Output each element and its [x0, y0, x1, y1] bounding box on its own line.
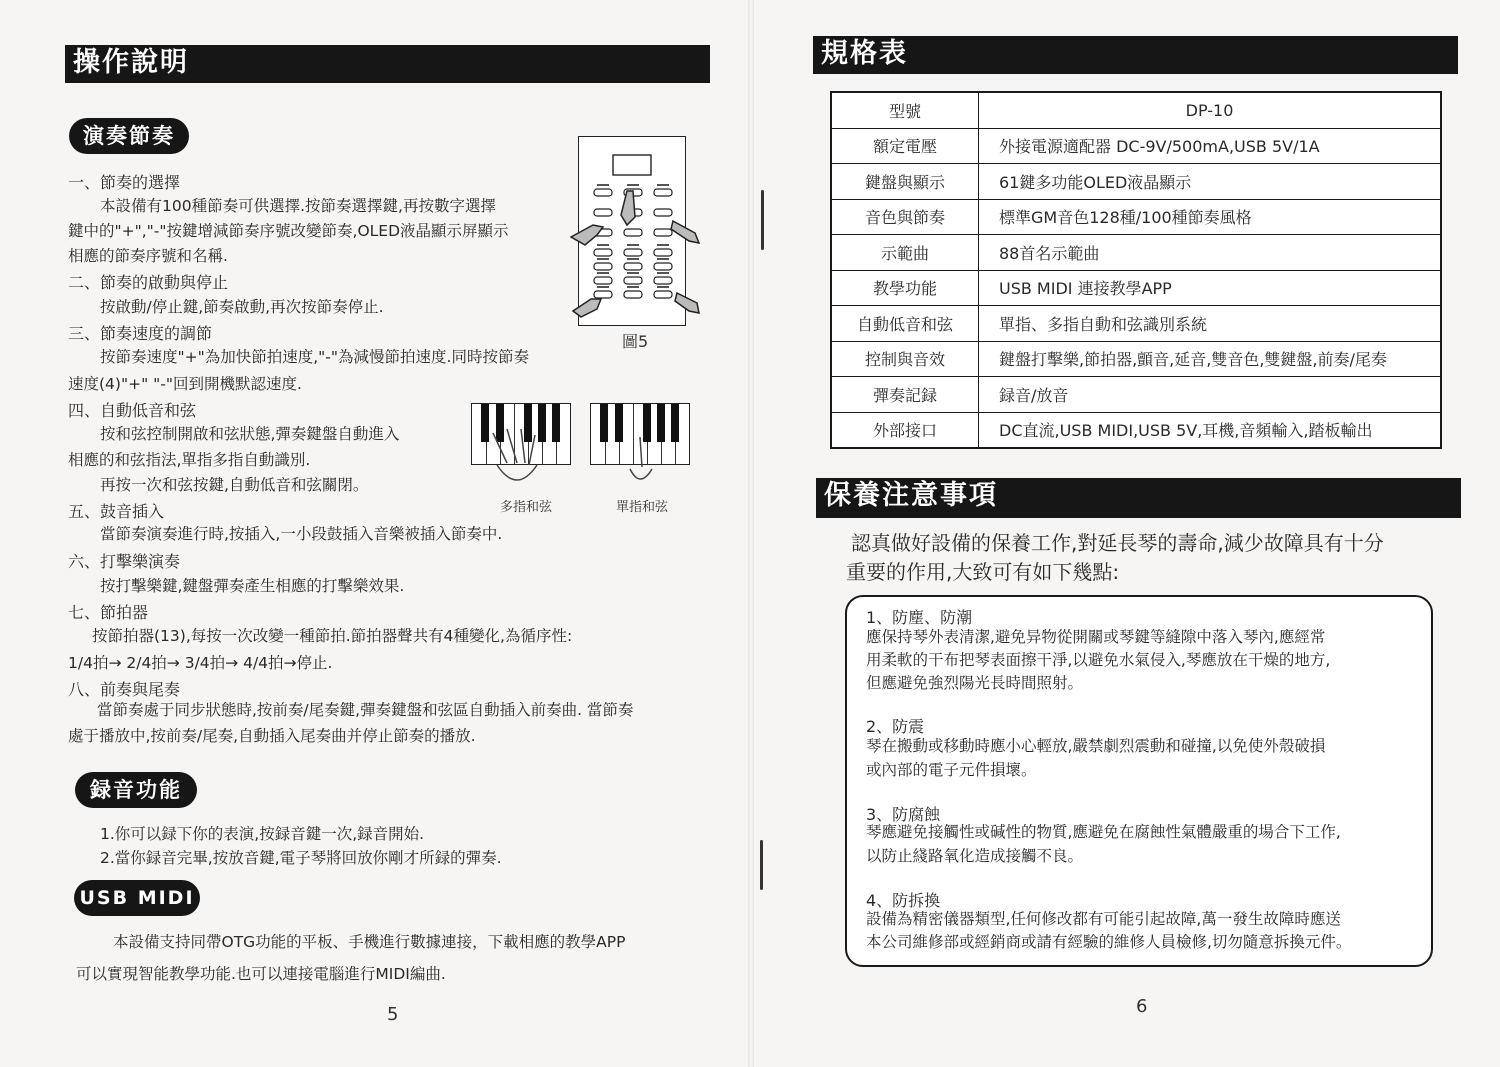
- spec-key: 外部接口: [831, 412, 979, 448]
- spec-value: USB MIDI 連接教學APP: [979, 270, 1442, 306]
- table-row: [831, 341, 1441, 377]
- spec-value: 88首名示範曲: [979, 235, 1442, 271]
- spec-key: 控制與音效: [831, 341, 979, 377]
- figure-5-label: 圖5: [622, 332, 649, 351]
- spec-key: 彈奏記録: [831, 377, 979, 413]
- care-item-3-line: 琴應避免接觸性或碱性的物質,應避免在腐蝕性氣體嚴重的場合下工作,: [866, 823, 1341, 841]
- hand-on-keys-icon: [622, 435, 662, 495]
- rhythm-item-6-heading: 六、打擊樂演奏: [68, 552, 181, 571]
- spec-table: [830, 91, 1442, 449]
- rhythm-item-7-line: 1/4拍→ 2/4拍→ 3/4拍→ 4/4拍→停止.: [68, 654, 333, 672]
- page-number-left: 5: [387, 1004, 399, 1025]
- spec-value: 標準GM音色128種/100種節奏風格: [979, 199, 1442, 235]
- table-row: [831, 412, 1441, 448]
- rhythm-item-6-line: 按打擊樂鍵,鍵盤彈奏產生相應的打擊樂效果.: [100, 577, 405, 595]
- table-row: [831, 92, 1441, 128]
- section-header-care: 保養注意事項: [816, 478, 1461, 518]
- care-item-4-line: 本公司維修部或經銷商或請有經驗的維修人員檢修,切勿隨意拆換元件。: [866, 933, 1352, 951]
- care-intro-line: 認真做好設備的保養工作,對延長琴的壽命,減少故障具有十分: [851, 531, 1384, 555]
- rhythm-item-3-line: 速度(4)"+" "-"回到開機默認速度.: [68, 375, 302, 393]
- spec-value: DP-10: [979, 92, 1442, 128]
- table-row: [831, 235, 1441, 271]
- rhythm-item-7-heading: 七、節拍器: [68, 603, 149, 622]
- pill-usb-midi: USB MIDI: [74, 880, 200, 916]
- spec-value: 單指、多指自動和弦識別系統: [979, 306, 1442, 342]
- care-item-4-heading: 4、防拆換: [866, 891, 941, 910]
- table-row: [831, 164, 1441, 200]
- rhythm-item-7-line: 按節拍器(13),每按一次改變一種節拍.節拍器聲共有4種變化,為循序性:: [92, 627, 573, 645]
- spec-value: 鍵盤打擊樂,節拍器,顫音,延音,雙音色,雙鍵盤,前奏/尾奏: [979, 341, 1442, 377]
- spec-key: 音色與節奏: [831, 199, 979, 235]
- spec-value: 61鍵多功能OLED液晶顯示: [979, 164, 1442, 200]
- record-line: 1.你可以録下你的表演,按録音鍵一次,録音開始.: [100, 825, 425, 843]
- spec-value: 録音/放音: [979, 377, 1442, 413]
- rhythm-item-3-heading: 三、節奏速度的調節: [68, 324, 213, 343]
- pointing-hand-icon: [565, 185, 705, 325]
- pill-rhythm: 演奏節奏: [69, 118, 189, 154]
- care-item-3-line: 以防止綫路氧化造成接觸不良。: [866, 847, 1084, 865]
- care-item-2-line: 琴在搬動或移動時應小心輕放,嚴禁劇烈震動和碰撞,以免使外殼破損: [866, 737, 1326, 755]
- section-header-specs: 規格表: [813, 36, 1458, 74]
- usb-line: 可以實現智能教學功能.也可以連接電腦進行MIDI編曲.: [76, 965, 446, 983]
- spec-value: DC直流,USB MIDI,USB 5V,耳機,音頻輸入,踏板輸出: [979, 412, 1442, 448]
- rhythm-item-8-heading: 八、前奏與尾奏: [68, 680, 181, 699]
- rhythm-item-2-heading: 二、節奏的啟動與停止: [68, 273, 229, 292]
- spec-key: 鍵盤與顯示: [831, 164, 979, 200]
- rhythm-item-4-line: 按和弦控制開啟和弦狀態,彈奏鍵盤自動進入: [100, 425, 400, 443]
- spec-key: 教學功能: [831, 270, 979, 306]
- page-number-right: 6: [1136, 996, 1148, 1017]
- spec-key: 額定電壓: [831, 128, 979, 164]
- usb-line: 本設備支持同帶OTG功能的平板、手機進行數據連接，下載相應的教學APP: [113, 933, 626, 951]
- section-header-operation: 操作說明: [65, 45, 710, 83]
- rhythm-item-3-line: 按節奏速度"+"為加快節拍速度,"-"為減慢節拍速度.同時按節奏: [100, 348, 529, 366]
- hand-on-keys-icon: [485, 425, 555, 495]
- table-row: [831, 306, 1441, 342]
- table-row: [831, 128, 1441, 164]
- rhythm-item-1-heading: 一、節奏的選擇: [68, 173, 181, 192]
- table-row: [831, 270, 1441, 306]
- spec-key: 示範曲: [831, 235, 979, 271]
- spec-value: 外接電源適配器 DC-9V/500mA,USB 5V/1A: [979, 128, 1442, 164]
- rhythm-item-1-line: 相應的節奏序號和名稱.: [68, 247, 228, 265]
- care-item-2-line: 或內部的電子元件損壞。: [866, 761, 1037, 779]
- record-line: 2.當你録音完畢,按放音鍵,電子琴將回放你剛才所録的彈奏.: [100, 849, 502, 867]
- spec-key: 型號: [831, 92, 979, 128]
- care-intro-line: 重要的作用,大致可有如下幾點:: [846, 560, 1120, 584]
- rhythm-item-4-line: 再按一次和弦按鍵,自動低音和弦關閉。: [100, 476, 369, 494]
- rhythm-item-1-line: 鍵中的"+","-"按鍵增減節奏序號改變節奏,OLED液晶顯示屏顯示: [68, 222, 509, 240]
- single-finger-caption: 單指和弦: [616, 500, 669, 515]
- care-item-1-line: 應保持琴外表清潔,避免异物從開關或琴鍵等縫隙中落入琴內,應經常: [866, 628, 1326, 646]
- rhythm-item-1-line: 本設備有100種節奏可供選擇.按節奏選擇鍵,再按數字選擇: [100, 197, 496, 215]
- table-row: [831, 199, 1441, 235]
- care-item-1-line: 但應避免強烈陽光長時間照射。: [866, 674, 1084, 692]
- care-item-3-heading: 3、防腐蝕: [866, 805, 941, 824]
- spec-key: 自動低音和弦: [831, 306, 979, 342]
- rhythm-item-8-line: 處于播放中,按前奏/尾奏,自動插入尾奏曲并停止節奏的播放.: [68, 727, 476, 745]
- rhythm-item-4-line: 相應的和弦指法,單指多指自動識別.: [68, 451, 311, 469]
- rhythm-item-5-heading: 五、鼓音插入: [68, 502, 165, 521]
- table-row: [831, 377, 1441, 413]
- binding-mark: [761, 190, 764, 250]
- binding-mark: [760, 840, 763, 890]
- multi-finger-caption: 多指和弦: [500, 500, 553, 515]
- rhythm-item-2-line: 按啟動/停止鍵,節奏啟動,再次按節奏停止.: [100, 298, 384, 316]
- care-item-1-line: 用柔軟的干布把琴表面擦干淨,以避免水氣侵入,琴應放在干燥的地方,: [866, 651, 1331, 669]
- pill-record: 録音功能: [75, 772, 197, 808]
- care-item-4-line: 設備為精密儀器類型,任何修改都有可能引起故障,萬一發生故障時應送: [866, 910, 1341, 928]
- care-item-1-heading: 1、防塵、防潮: [866, 608, 973, 627]
- rhythm-item-4-heading: 四、自動低音和弦: [68, 401, 197, 420]
- rhythm-item-8-line: 當節奏處于同步狀態時,按前奏/尾奏鍵,彈奏鍵盤和弦區自動插入前奏曲. 當節奏: [97, 701, 634, 719]
- care-item-2-heading: 2、防震: [866, 717, 925, 736]
- rhythm-item-5-line: 當節奏演奏進行時,按插入,一小段鼓插入音樂被插入節奏中.: [100, 525, 503, 543]
